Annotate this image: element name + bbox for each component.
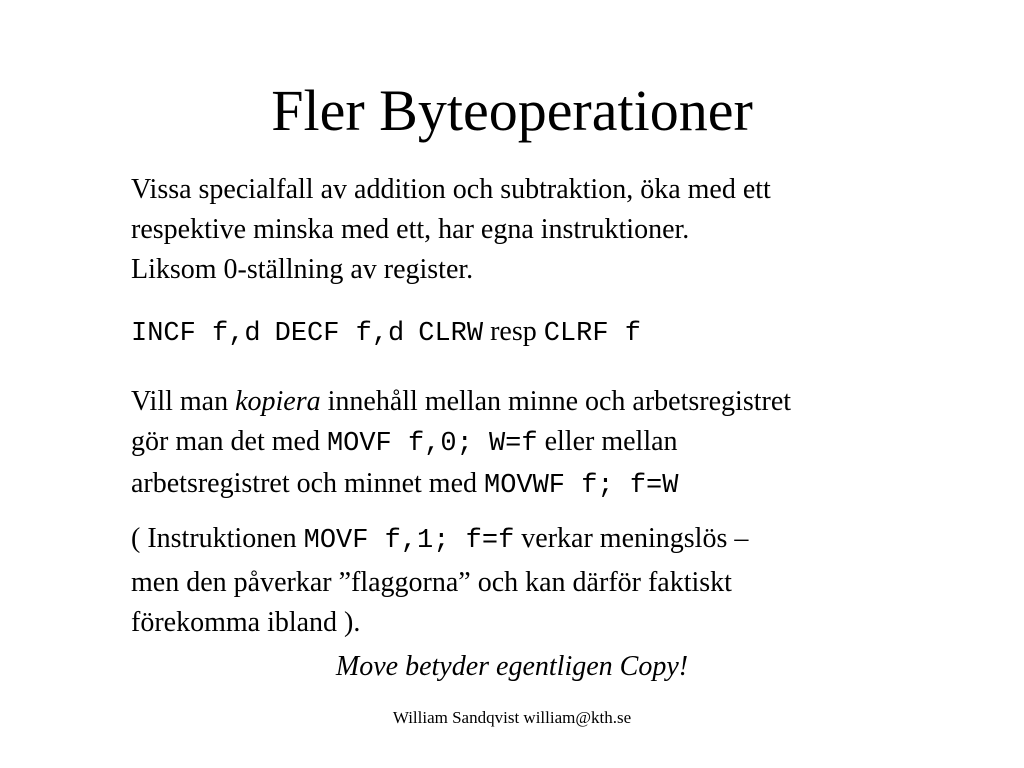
- note-line-3: förekomma ibland ).: [131, 607, 361, 638]
- copy-line-2-pre: gör man det med: [131, 426, 327, 457]
- kopiera-word: kopiera: [235, 386, 321, 417]
- footer-author: William Sandqvist william@kth.se: [392, 708, 632, 727]
- copy-line-1-pre: Vill man: [131, 386, 236, 417]
- intro-paragraph: [131, 170, 951, 290]
- tagline: Move betyder egentligen Copy!: [335, 651, 689, 682]
- note-line-1-pre: ( Instruktionen: [131, 523, 304, 554]
- copy-line-2-post: eller mellan: [537, 426, 678, 457]
- intro-line-1: Vissa specialfall av addition och subtraktion, öka med ett: [131, 174, 771, 205]
- clrw-instruction: CLRW: [418, 319, 484, 349]
- instruction-list: [131, 312, 951, 354]
- movf1-instruction: MOVF f,1; f=f: [303, 526, 515, 556]
- copy-line-3-pre: arbetsregistret och minnet med: [131, 468, 484, 499]
- note-line-1-post: verkar meningslös –: [514, 523, 749, 554]
- note-line-1: [131, 519, 951, 561]
- copy-line-1-post: innehåll mellan minne och arbetsregistret: [320, 386, 792, 417]
- copy-line-3: [131, 464, 951, 506]
- intro-line-2: respektive minska med ett, har egna instruktioner.: [131, 214, 690, 245]
- movwf-instruction: MOVWF f; f=W: [484, 471, 679, 501]
- intro-line-3: Liksom 0-ställning av register.: [131, 254, 474, 285]
- clrf-instruction: CLRF f: [543, 319, 641, 349]
- note-line-2: men den påverkar ”flaggorna” och kan därför faktiskt: [131, 567, 732, 598]
- note-paragraph: [131, 519, 951, 643]
- copy-line-2: [131, 422, 951, 464]
- movf-instruction: MOVF f,0; W=f: [326, 429, 538, 459]
- copy-line-1: [131, 382, 951, 422]
- resp-word: resp: [490, 316, 537, 347]
- copy-paragraph: [131, 382, 951, 506]
- incf-instruction: INCF f,d: [131, 319, 261, 349]
- slide-title: Fler Byteoperationer: [271, 78, 753, 143]
- decf-instruction: DECF f,d: [274, 319, 405, 349]
